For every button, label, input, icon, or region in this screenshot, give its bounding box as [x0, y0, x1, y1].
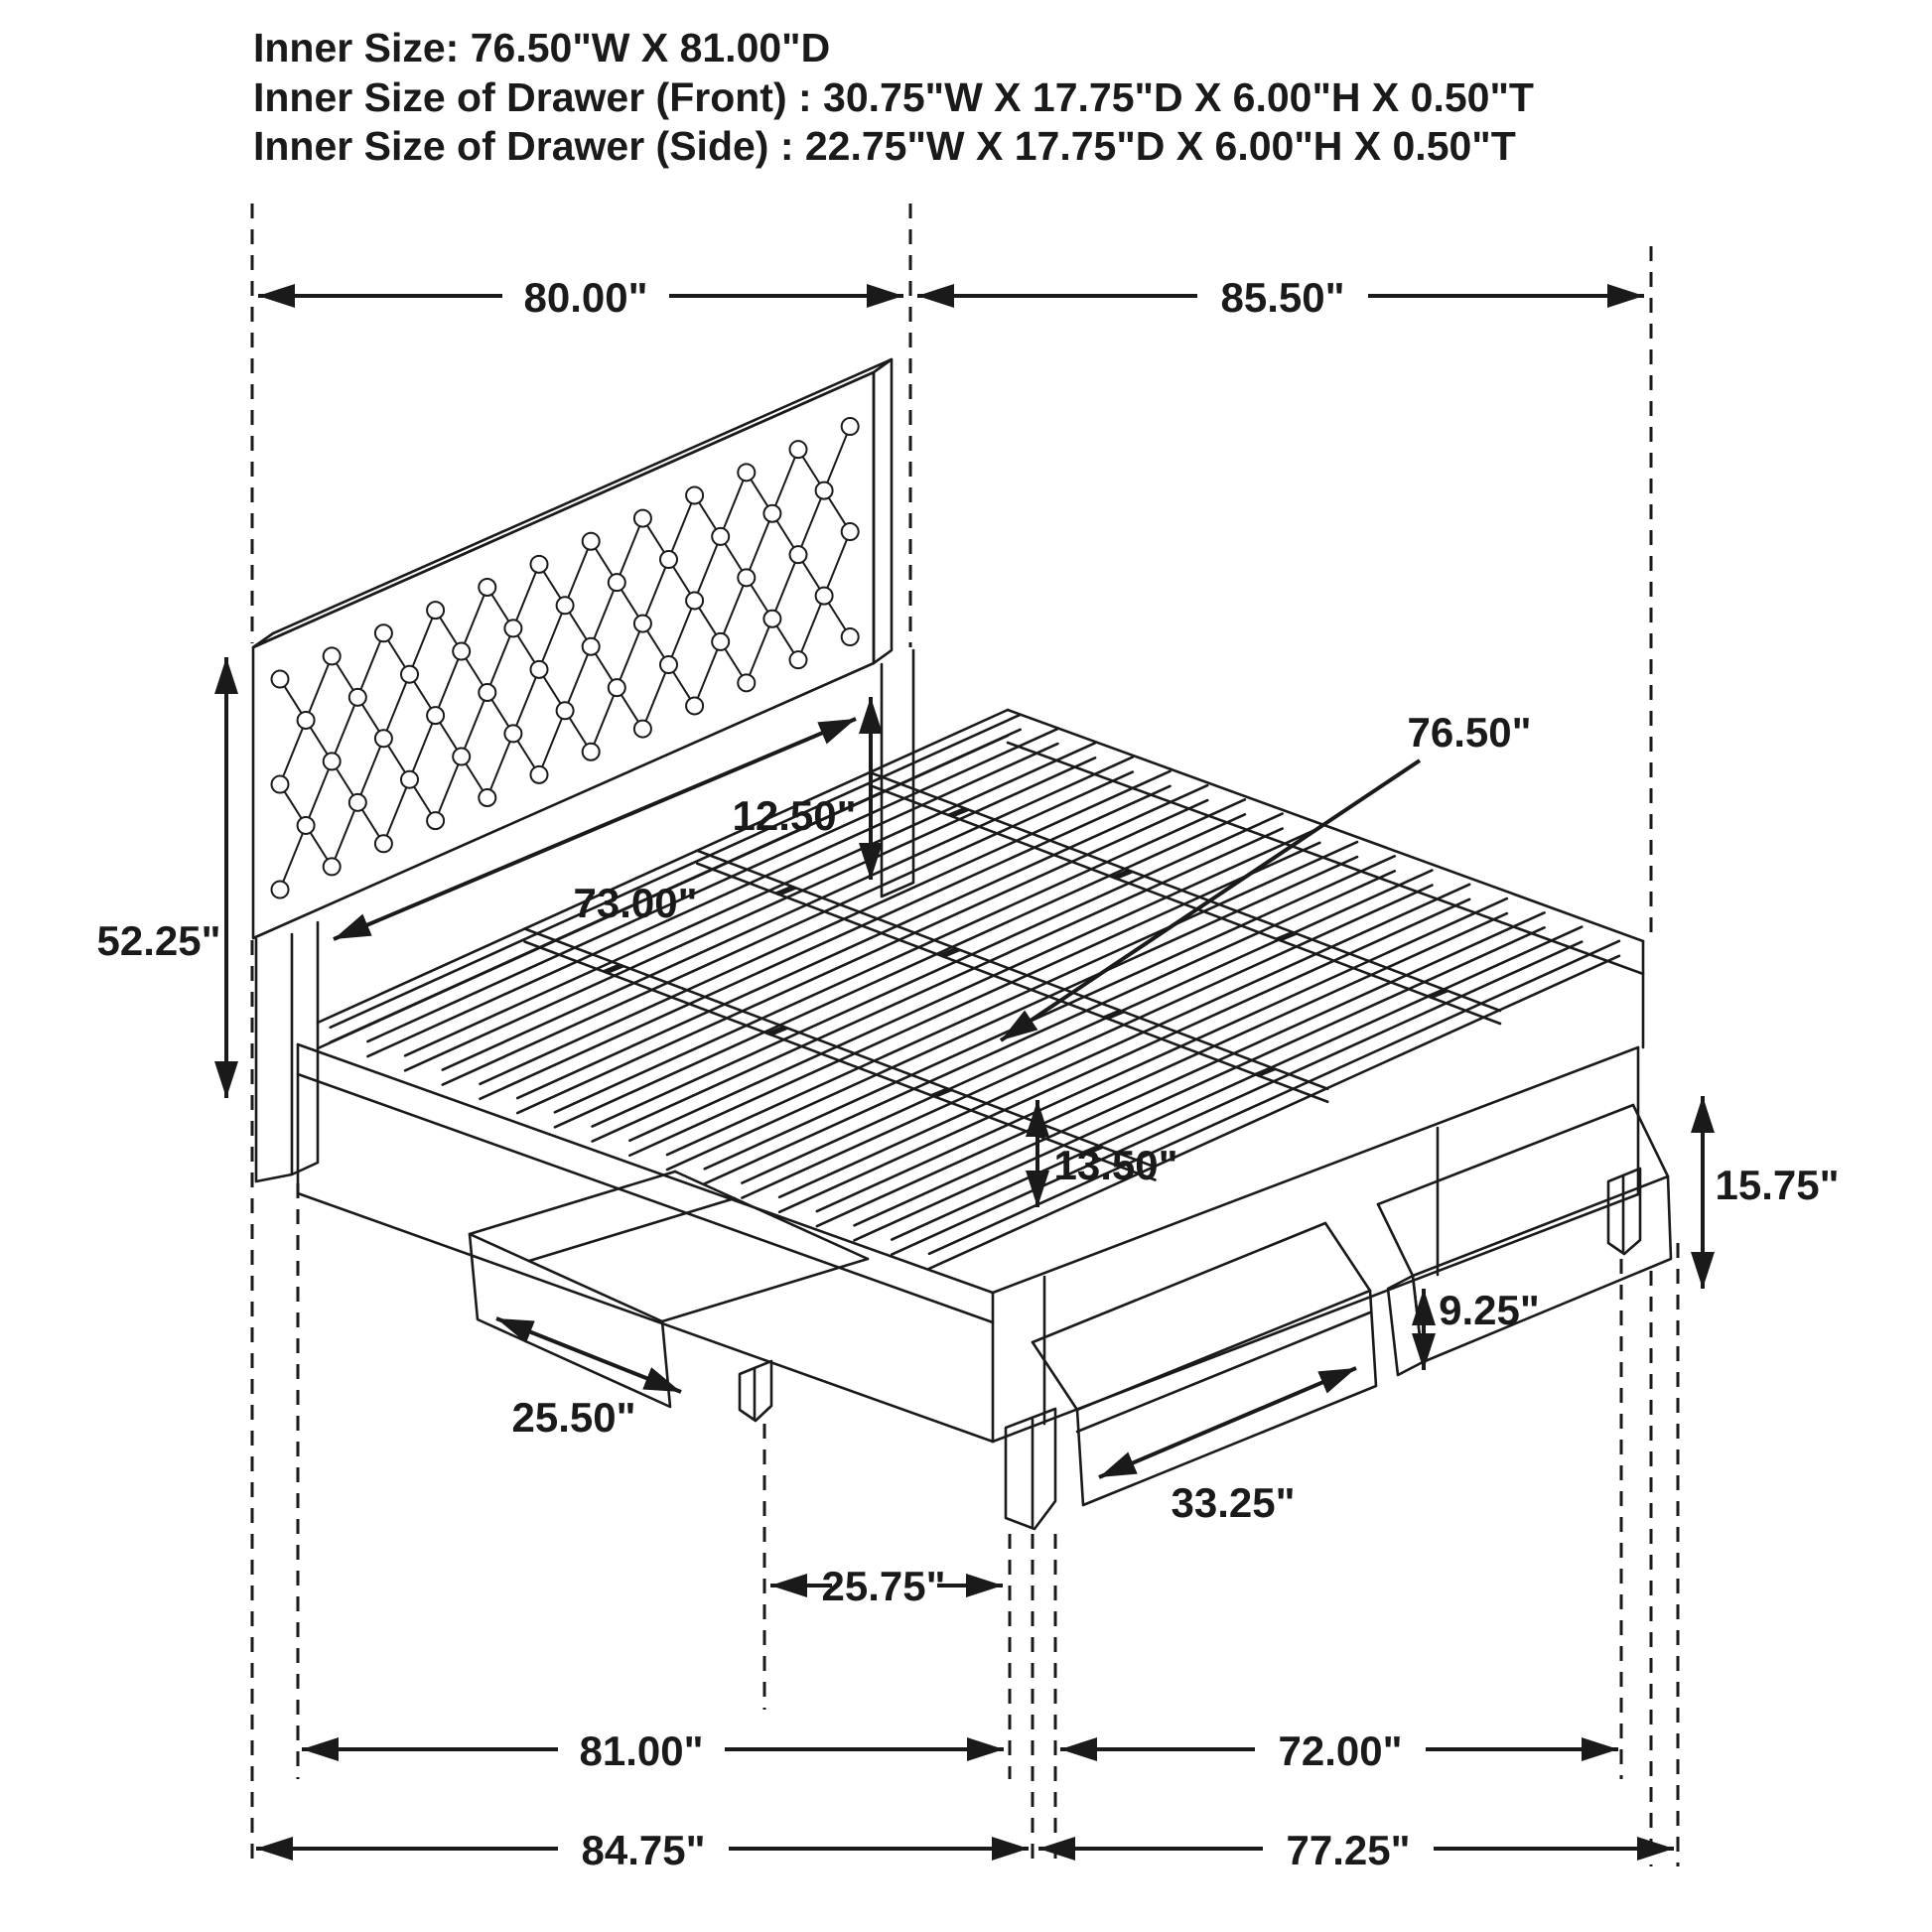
tuft-button — [324, 753, 341, 769]
tuft-pleat — [487, 628, 513, 693]
header-drawer-front-size: Inner Size of Drawer (Front) : 30.75"W X 17.75"D X 6.00"H X 0.50"T — [253, 74, 1534, 120]
tuft-button — [660, 551, 677, 568]
tuft-button — [816, 483, 833, 499]
tuft-button — [324, 647, 341, 664]
tuft-pleat — [513, 564, 539, 628]
dimension-label: 13.50" — [1053, 1142, 1178, 1188]
dimension-label: 25.75" — [821, 1563, 946, 1609]
tuft-button — [272, 776, 289, 793]
tuft-pleat — [306, 761, 332, 826]
tuft-button — [531, 661, 548, 678]
tuft-button — [375, 835, 392, 852]
dimension-overall-length-left — [256, 1825, 1029, 1873]
tuft-button — [298, 712, 315, 729]
tuft-pleat — [487, 734, 513, 798]
tuft-button — [583, 744, 600, 760]
dimension-inner-length — [302, 1725, 1004, 1774]
header-inner-size: Inner Size: 76.50"W X 81.00"D — [253, 25, 831, 70]
tuft-button — [660, 656, 677, 673]
tuft-button — [790, 651, 807, 668]
tuft-button — [531, 766, 548, 783]
slat-support-rails — [525, 772, 1501, 1180]
tuft-pleat — [798, 490, 824, 555]
tuft-pleat — [642, 560, 668, 624]
left-rail-top-inner — [298, 1074, 993, 1322]
dimension-side-drawer-length — [496, 1318, 681, 1441]
dimension-foot-span — [1060, 1725, 1618, 1774]
tuft-button — [453, 643, 470, 660]
tuft-button — [557, 702, 574, 719]
tuft-button — [842, 628, 859, 645]
tuft-button — [375, 730, 392, 747]
dimension-leg-spacing — [770, 1563, 1003, 1609]
dimension-label: 84.75" — [581, 1827, 706, 1873]
tuft-pleat — [410, 611, 436, 675]
tuft-button — [816, 588, 833, 605]
tuft-pleat — [824, 532, 850, 597]
tuft-button — [375, 624, 392, 641]
tuft-pleat — [617, 623, 642, 688]
tuft-pleat — [772, 450, 798, 514]
tuft-pleat — [357, 633, 383, 698]
tuft-button — [479, 579, 495, 596]
tuft-pleat — [436, 757, 462, 821]
dimension-label: 76.50" — [1407, 709, 1532, 756]
tuft-button — [686, 697, 703, 714]
tuft-button — [427, 812, 444, 829]
tuft-pleat — [383, 779, 409, 844]
tuft-button — [531, 556, 548, 573]
tuft-pleat — [332, 697, 357, 761]
tuft-button — [298, 817, 315, 834]
tuft-pleat — [695, 641, 721, 706]
tuft-button — [790, 546, 807, 563]
dimension-overall-depth — [917, 272, 1644, 321]
tuft-pleat — [280, 825, 306, 890]
dimension-label: 33.25" — [1171, 1479, 1296, 1526]
dimension-label: 80.00" — [523, 274, 648, 321]
tuft-pleat — [539, 711, 565, 775]
dimension-label: 77.25" — [1286, 1827, 1411, 1873]
left-rail-top — [298, 1044, 993, 1293]
tuft-button — [634, 616, 651, 632]
drawer-face — [1077, 1291, 1376, 1505]
tuft-pleat — [306, 656, 332, 721]
tuft-pleat — [669, 601, 695, 665]
tuft-button — [609, 679, 625, 696]
tuft-button — [557, 597, 574, 614]
tuft-button — [738, 464, 755, 481]
tuft-button — [427, 602, 444, 619]
tuft-button — [712, 633, 729, 650]
tuft-pleat — [617, 518, 642, 583]
tuft-pleat — [824, 427, 850, 491]
tuft-pleat — [332, 802, 357, 867]
headboard-side-band — [874, 359, 892, 663]
dimension-frame-height — [1703, 1096, 1840, 1289]
tuft-pleat — [462, 692, 487, 757]
header-drawer-side-size: Inner Size of Drawer (Side) : 22.75"W X 17.75"D X 6.00"H X 0.50"T — [253, 123, 1516, 169]
left-rail-bottom — [298, 1193, 993, 1442]
tuft-button — [349, 794, 366, 811]
tuft-button — [842, 523, 859, 540]
middle-leg — [740, 1361, 771, 1421]
tuft-button — [583, 638, 600, 655]
headboard-left-leg — [256, 922, 318, 1181]
tuft-button — [479, 684, 495, 701]
rear-right-leg — [1608, 1169, 1640, 1254]
tuft-pleat — [721, 578, 747, 642]
tuft-pleat — [747, 619, 772, 683]
tuft-button — [763, 611, 780, 627]
tuft-button — [401, 666, 418, 683]
tuft-button — [842, 418, 859, 435]
tuft-pleat — [642, 665, 668, 730]
headboard — [253, 359, 892, 938]
tuft-pleat — [591, 583, 617, 647]
tuft-button — [479, 789, 495, 806]
dimension-label: 12.50" — [732, 792, 857, 839]
header-note — [253, 25, 1534, 169]
tuft-button — [272, 882, 289, 898]
tuft-pleat — [695, 536, 721, 601]
tuft-pleat — [747, 513, 772, 578]
tuft-pleat — [591, 688, 617, 753]
tuft-button — [349, 689, 366, 706]
dimension-overall-length-right — [1038, 1825, 1674, 1873]
front-drawer — [1033, 1223, 1376, 1505]
dimension-headboard-height — [96, 657, 226, 1098]
drawer-face — [1413, 1176, 1671, 1362]
tuft-pleat — [565, 646, 591, 711]
tuft-button — [504, 620, 521, 636]
tuft-pleat — [772, 555, 798, 620]
dimension-headboard-width — [258, 272, 903, 321]
tuft-pleat — [410, 716, 436, 780]
tuft-button — [686, 486, 703, 503]
tuft-button — [686, 592, 703, 609]
tuft-pleat — [798, 596, 824, 660]
tuft-button — [738, 569, 755, 586]
dimension-label: 81.00" — [579, 1727, 704, 1774]
dimension-label: 15.75" — [1715, 1162, 1840, 1208]
tuft-button — [401, 771, 418, 788]
tuft-pleat — [539, 606, 565, 670]
tuft-button — [763, 505, 780, 522]
tuft-pleat — [436, 651, 462, 716]
dimension-label: 85.50" — [1220, 274, 1345, 321]
tuft-button — [634, 721, 651, 738]
tuft-pleat — [721, 473, 747, 537]
tuft-pleat — [280, 720, 306, 784]
tuft-pleat — [357, 739, 383, 803]
tuft-button — [634, 510, 651, 527]
tuft-pleat — [383, 674, 409, 739]
tuft-pleat — [462, 587, 487, 651]
far-side-rail-inner — [1008, 743, 1643, 974]
tuft-button — [583, 533, 600, 550]
tuft-pleat — [513, 669, 539, 734]
dimension-drawer-face-height — [1424, 1287, 1540, 1370]
tuft-button — [453, 749, 470, 765]
dimension-label: 72.00" — [1278, 1727, 1403, 1774]
tuft-pleat — [669, 495, 695, 560]
dimension-label: 52.25" — [96, 917, 221, 964]
tuft-pleat — [565, 541, 591, 606]
tuft-button — [324, 858, 341, 875]
tuft-button — [427, 707, 444, 724]
tuft-button — [272, 671, 289, 688]
dimension-label: 25.50" — [511, 1394, 636, 1441]
tuft-button — [504, 725, 521, 742]
tuft-button — [609, 574, 625, 591]
tuft-button — [790, 441, 807, 458]
dimension-label: 73.00" — [573, 880, 698, 926]
dimension-label: 9.25" — [1439, 1287, 1540, 1333]
tuft-button — [712, 528, 729, 545]
tuft-button — [738, 674, 755, 691]
